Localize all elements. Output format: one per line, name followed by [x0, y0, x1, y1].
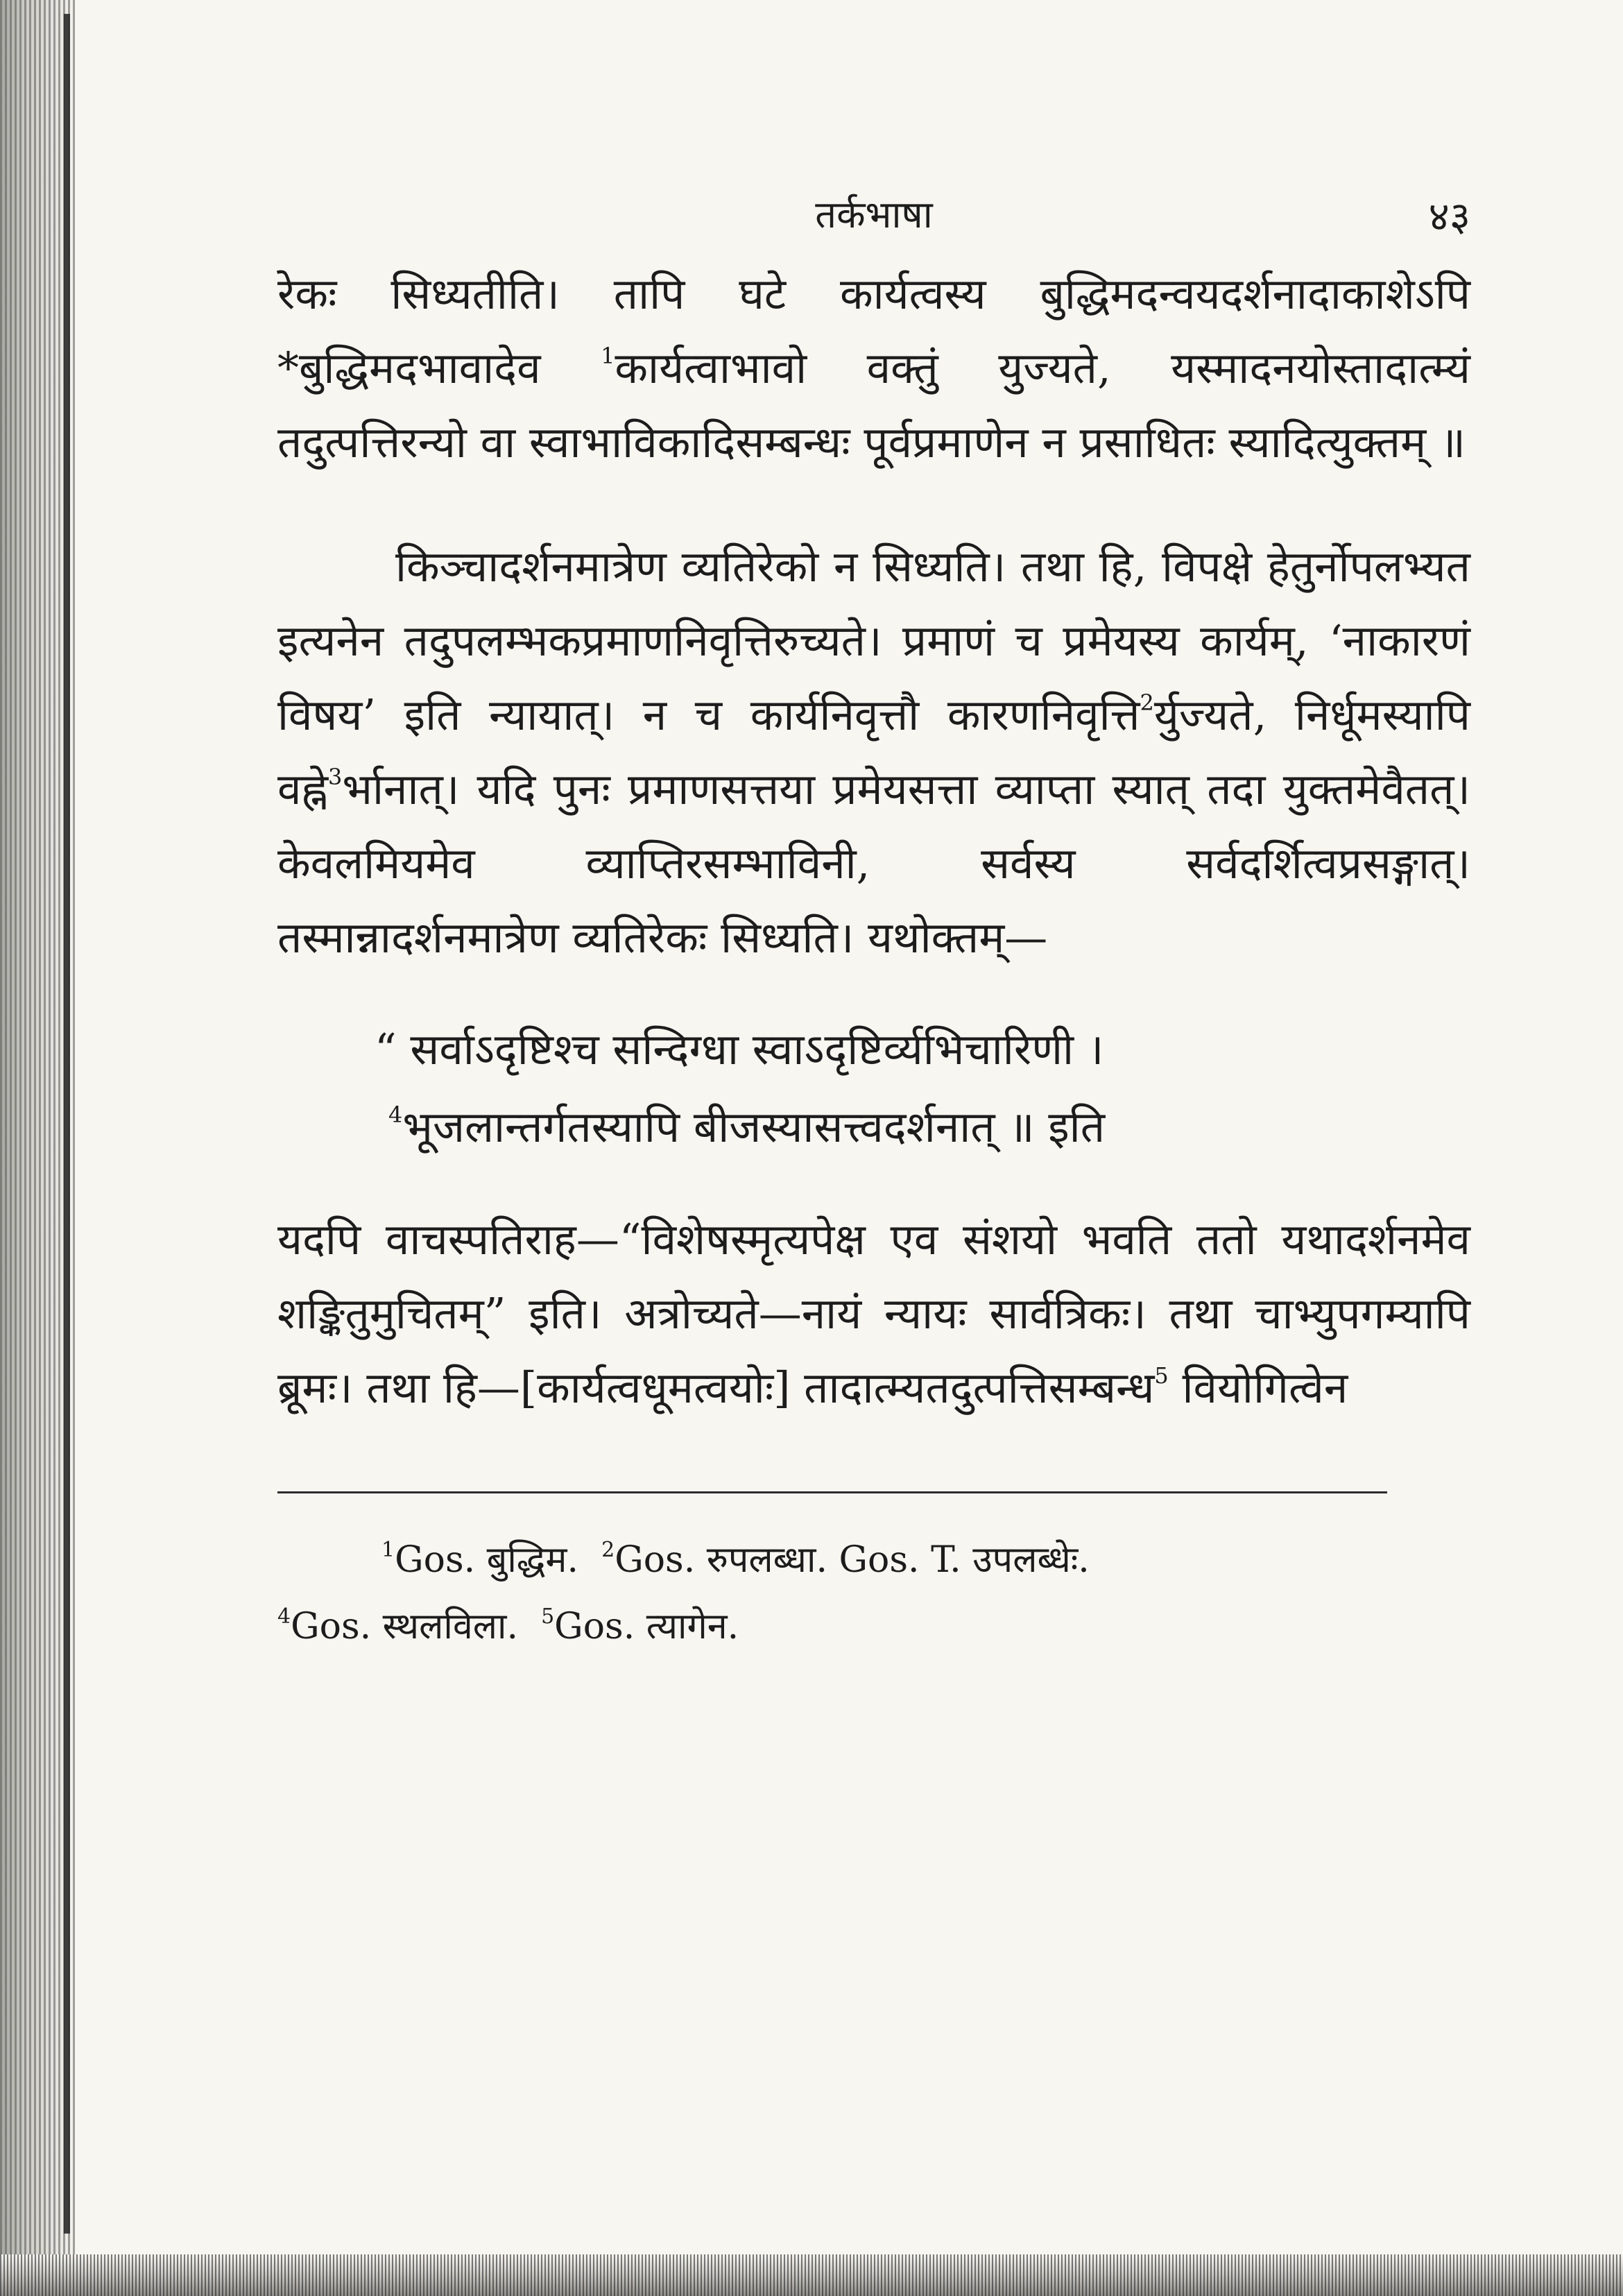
footnote-number: 5: [541, 1604, 555, 1629]
footnote-number: 4: [277, 1604, 291, 1629]
scan-bottom-edge: [0, 2254, 1623, 2296]
footnote-text: Gos. त्यागेन.: [554, 1606, 739, 1647]
verse-line-2: [375, 1088, 1470, 1166]
footnote-text: Gos. बुद्धिम.: [395, 1539, 579, 1581]
footnote-line-1: [277, 1527, 1470, 1593]
paragraph-2-text-b: र्युज्यते, निर्धूमस्यापि वह्ने: [277, 689, 1470, 814]
footnote-divider: [277, 1491, 1387, 1493]
footnote-number: 2: [601, 1538, 615, 1562]
paragraph-3-text-a: यदपि वाचस्पतिराह—“विशेषस्मृत्यपेक्ष एव संशयो भवति ततो यथादर्शनमेव शङ्कितुमुचितम्” इति। अत्रोच्यते—नायं न्यायः सार्वत्रिकः। तथा चाभ्युपगम्यापि ब्रूमः। तथा हि—[कार्यत्वधूमत्वयोः] तादात्म्यतदुत्पत्तिसम्बन्ध: [277, 1214, 1470, 1413]
paragraph-3: [277, 1202, 1470, 1425]
footnote-marker: 5: [1154, 1362, 1169, 1389]
footnote-marker: 2: [1140, 689, 1154, 716]
paragraph-2: [277, 529, 1470, 975]
scan-binding-line: [64, 14, 70, 2234]
footnote-marker: 4: [388, 1102, 403, 1128]
footnote-marker: 1: [601, 343, 615, 369]
page-header: [277, 173, 1470, 257]
footnote-text: Gos. स्थलविला.: [291, 1606, 518, 1647]
verse-quote: [277, 1011, 1470, 1166]
page-number: ४३: [1428, 193, 1470, 240]
paragraph-2-text-c: र्भानात्। यदि पुनः प्रमाणसत्तया प्रमेयसत्ता व्याप्ता स्यात् तदा युक्तमेवैतत्। केवलमियमेव व्याप्तिरसम्भाविनी, सर्वस्य सर्वदर्शित्वप्रसङ्गात्। तस्मान्नादर्शनमात्रेण व्यतिरेकः सिध्यति। यथोक्तम्—: [277, 764, 1470, 963]
paragraph-2-text-a: किञ्चादर्शनमात्रेण व्यतिरेको न सिध्यति। तथा हि, विपक्षे हेतुर्नोपलभ्यत इत्यनेन तदुपलम्भकप्रमाणनिवृत्तिरुच्यते। प्रमाणं च प्रमेयस्य कार्यम्, ‘नाकारणं विषय’ इति न्यायात्। न च कार्यनिवृत्तौ कारणनिवृत्ति: [277, 541, 1470, 740]
page-body: [277, 173, 1470, 1660]
footnote-text: Gos. रुपलब्धा. Gos. T. उपलब्धेः.: [615, 1539, 1090, 1581]
verse-line-1: “ सर्वाऽदृष्टिश्च सन्दिग्धा स्वाऽदृष्टिर्व्यभिचारिणी ।: [375, 1024, 1104, 1074]
footnote-number: 1: [381, 1538, 395, 1562]
footnote-marker: 3: [328, 764, 343, 790]
paragraph-1-text-b: कार्यत्वाभावो वक्तुं युज्यते, यस्मादनयोस्तादात्म्यं तदुत्पत्तिरन्यो वा स्वाभाविकादिसम्बन्धः पूर्वप्रमाणेन न प्रसाधितः स्यादित्युक्तम् ॥: [277, 343, 1470, 468]
paragraph-1-text-a: रेकः सिध्यतीति। तापि घटे कार्यत्वस्य बुद्धिमदन्वयदर्शनादाकाशेऽपि *बुद्धिमदभावादेव: [277, 268, 1470, 393]
paragraph-3-text-b: वियोगित्वेन: [1168, 1362, 1348, 1413]
footnote-line-2: [277, 1593, 1470, 1660]
paragraph-1: [277, 257, 1470, 479]
footnotes: [277, 1527, 1470, 1660]
running-title: तर्कभाषा: [815, 193, 933, 237]
verse-line-2-text: भूजलान्तर्गतस्यापि बीजस्यासत्त्वदर्शनात् ॥ इति: [402, 1102, 1106, 1152]
